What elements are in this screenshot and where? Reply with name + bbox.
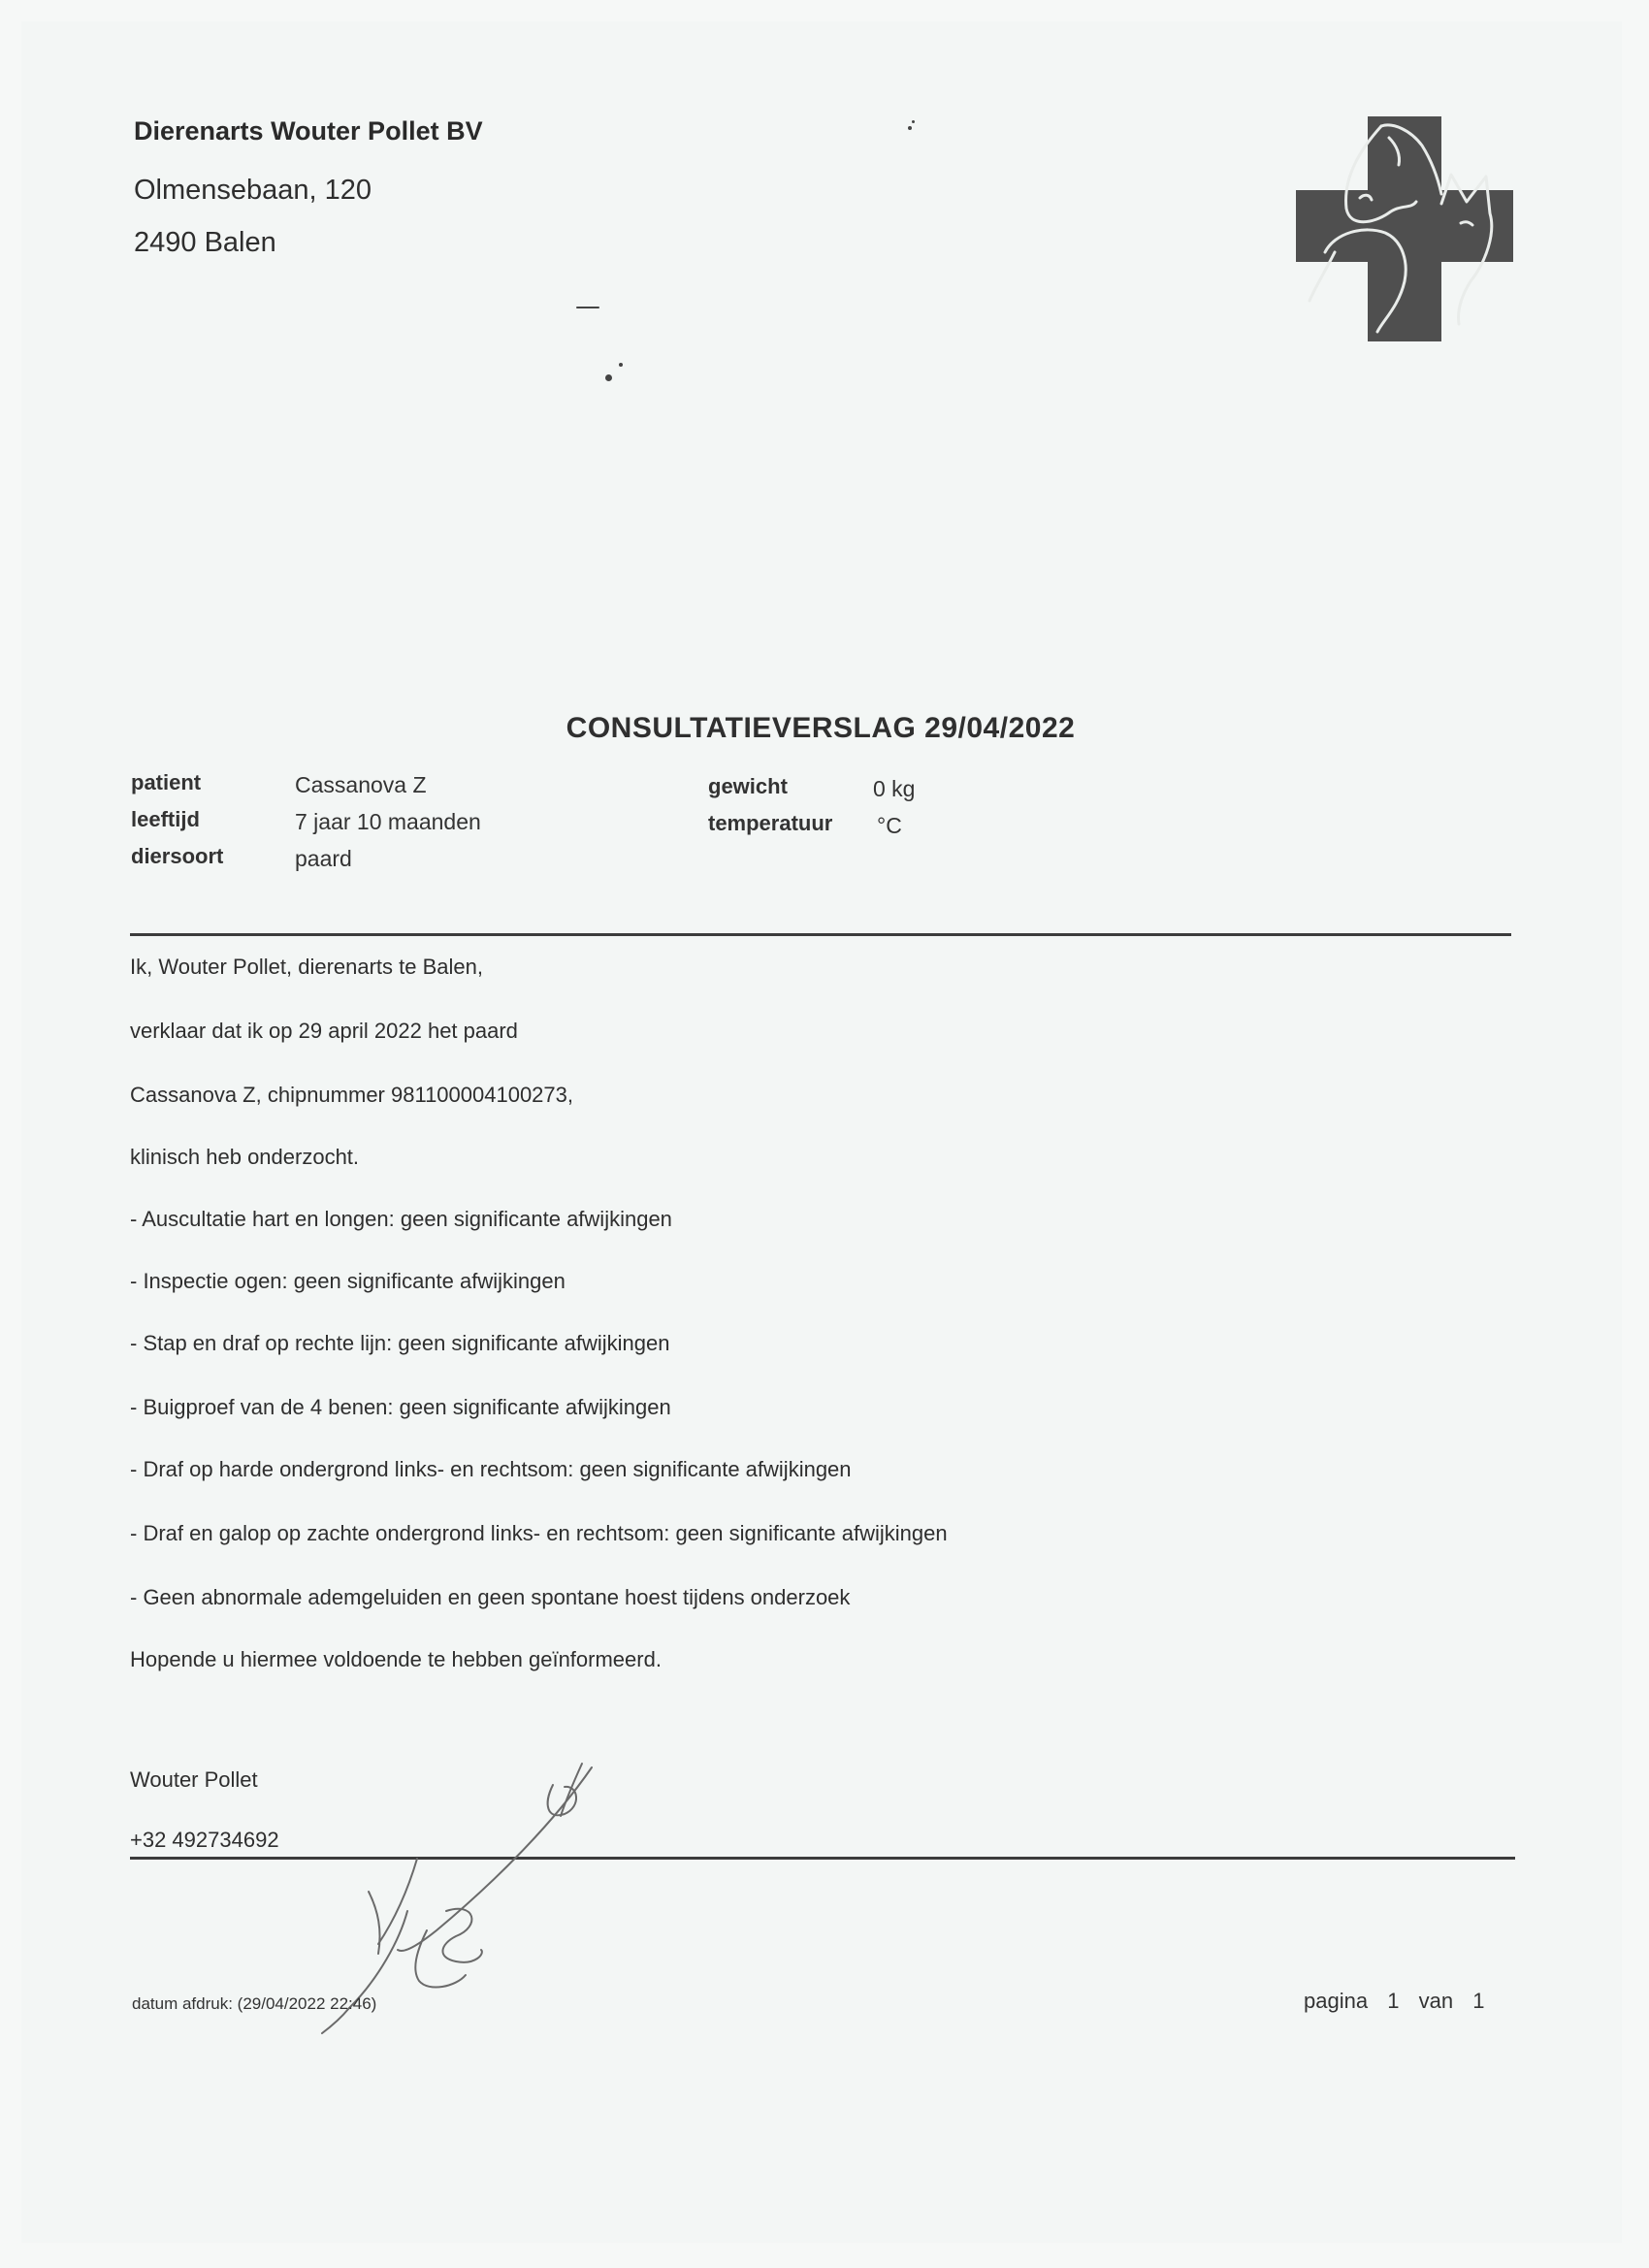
age-value: 7 jaar 10 maanden <box>295 809 481 834</box>
page-total: 1 <box>1472 1989 1485 2013</box>
page-current: 1 <box>1387 1989 1400 2013</box>
findings-item: - Draf en galop op zachte ondergrond links- en rechtsom: geen significante afwijkingen <box>130 1521 948 1545</box>
closing-line: Hopende u hiermee voldoende te hebben geïnformeerd. <box>130 1647 662 1671</box>
body-line: verklaar dat ik op 29 april 2022 het paard <box>130 1019 518 1043</box>
veterinary-cross-logo-icon <box>1296 116 1513 341</box>
patient-label: patient <box>131 770 202 794</box>
page-indicator <box>1304 1989 1498 2014</box>
document-page <box>21 21 1622 2243</box>
findings-item: - Auscultatie hart en longen: geen significante afwijkingen <box>130 1207 672 1231</box>
temperature-value: °C <box>877 813 902 838</box>
species-label: diersoort <box>131 844 224 868</box>
temperature-label: temperatuur <box>708 811 833 835</box>
body-line: Cassanova Z, chipnummer 981100004100273, <box>130 1083 574 1107</box>
findings-item: - Stap en draf op rechte lijn: geen significante afwijkingen <box>130 1331 670 1355</box>
practice-street: Olmensebaan, 120 <box>134 175 372 206</box>
scan-speck <box>912 120 915 123</box>
findings-item: - Inspectie ogen: geen significante afwijkingen <box>130 1269 566 1293</box>
age-label: leeftijd <box>131 807 200 831</box>
handwritten-signature <box>310 1746 630 2037</box>
species-value: paard <box>295 846 352 871</box>
weight-value: 0 kg <box>873 776 916 801</box>
scan-speck <box>619 363 623 367</box>
patient-value: Cassanova Z <box>295 772 427 797</box>
scan-speck <box>908 126 912 130</box>
practice-name: Dierenarts Wouter Pollet BV <box>134 116 483 146</box>
scan-speck <box>576 307 599 308</box>
findings-item: - Draf op harde ondergrond links- en rechtsom: geen significante afwijkingen <box>130 1457 852 1481</box>
print-date: datum afdruk: (29/04/2022 22:46) <box>132 1994 377 2013</box>
signer-phone: +32 492734692 <box>130 1828 279 1852</box>
findings-item: - Buigproef van de 4 benen: geen significante afwijkingen <box>130 1395 671 1419</box>
signer-name: Wouter Pollet <box>130 1767 258 1792</box>
body-line: klinisch heb onderzocht. <box>130 1145 360 1169</box>
report-title: CONSULTATIEVERSLAG 29/04/2022 <box>566 712 1076 744</box>
body-line: Ik, Wouter Pollet, dierenarts te Balen, <box>130 955 483 979</box>
page-word: pagina <box>1304 1989 1369 2013</box>
weight-label: gewicht <box>708 774 788 798</box>
scan-speck <box>605 374 612 381</box>
practice-city: 2490 Balen <box>134 227 276 258</box>
header-divider <box>130 933 1511 936</box>
page-of: van <box>1418 1989 1454 2013</box>
findings-item: - Geen abnormale ademgeluiden en geen spontane hoest tijdens onderzoek <box>130 1585 851 1609</box>
